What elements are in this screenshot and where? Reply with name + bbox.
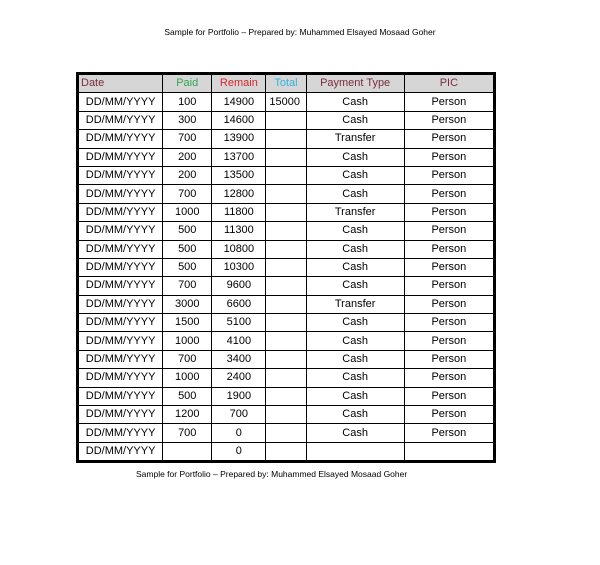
- column-header-total: Total: [266, 75, 306, 93]
- cell-payment-type: Transfer: [306, 295, 404, 313]
- cell-payment-type: Cash: [306, 111, 404, 129]
- table-body: [79, 93, 494, 461]
- cell-payment-type: Cash: [306, 406, 404, 424]
- cell-payment-type: Cash: [306, 148, 404, 166]
- table-row: [79, 258, 494, 276]
- cell-pic: Person: [404, 258, 493, 276]
- cell-paid: [163, 442, 212, 460]
- table-row: [79, 166, 494, 184]
- table-row: [79, 222, 494, 240]
- cell-payment-type: Cash: [306, 332, 404, 350]
- cell-date: DD/MM/YYYY: [79, 369, 163, 387]
- table-row: [79, 406, 494, 424]
- cell-paid: 1500: [163, 314, 212, 332]
- cell-paid: 700: [163, 424, 212, 442]
- cell-pic: Person: [404, 387, 493, 405]
- cell-paid: 700: [163, 350, 212, 368]
- cell-remain: 13700: [212, 148, 266, 166]
- cell-remain: 2400: [212, 369, 266, 387]
- cell-pic: Person: [404, 277, 493, 295]
- cell-remain: 11300: [212, 222, 266, 240]
- cell-paid: 700: [163, 277, 212, 295]
- cell-date: DD/MM/YYYY: [79, 222, 163, 240]
- cell-total: [266, 406, 306, 424]
- cell-date: DD/MM/YYYY: [79, 350, 163, 368]
- cell-pic: Person: [404, 240, 493, 258]
- cell-payment-type: Cash: [306, 258, 404, 276]
- cell-total: [266, 369, 306, 387]
- cell-date: DD/MM/YYYY: [79, 295, 163, 313]
- column-header-paid: Paid: [163, 75, 212, 93]
- page-header-caption: Sample for Portfolio – Prepared by: Muhammed Elsayed Mosaad Goher: [164, 27, 436, 37]
- cell-payment-type: Cash: [306, 314, 404, 332]
- cell-payment-type: Cash: [306, 277, 404, 295]
- cell-date: DD/MM/YYYY: [79, 111, 163, 129]
- cell-date: DD/MM/YYYY: [79, 185, 163, 203]
- cell-date: DD/MM/YYYY: [79, 203, 163, 221]
- cell-paid: 1000: [163, 332, 212, 350]
- table-row: [79, 314, 494, 332]
- cell-date: DD/MM/YYYY: [79, 406, 163, 424]
- cell-remain: 1900: [212, 387, 266, 405]
- page-footer-caption: Sample for Portfolio – Prepared by: Muhammed Elsayed Mosaad Goher: [136, 469, 408, 479]
- cell-pic: Person: [404, 350, 493, 368]
- cell-paid: 700: [163, 185, 212, 203]
- cell-pic: [404, 442, 493, 460]
- column-header-date: Date: [79, 75, 163, 93]
- cell-paid: 200: [163, 166, 212, 184]
- cell-pic: Person: [404, 93, 493, 111]
- cell-pic: Person: [404, 295, 493, 313]
- cell-remain: 5100: [212, 314, 266, 332]
- cell-pic: Person: [404, 185, 493, 203]
- cell-paid: 500: [163, 240, 212, 258]
- cell-pic: Person: [404, 130, 493, 148]
- cell-paid: 1000: [163, 369, 212, 387]
- cell-date: DD/MM/YYYY: [79, 240, 163, 258]
- cell-total: [266, 387, 306, 405]
- cell-payment-type: Cash: [306, 185, 404, 203]
- cell-date: DD/MM/YYYY: [79, 258, 163, 276]
- cell-remain: 11800: [212, 203, 266, 221]
- cell-payment-type: Cash: [306, 369, 404, 387]
- cell-payment-type: Cash: [306, 93, 404, 111]
- cell-remain: 14900: [212, 93, 266, 111]
- cell-pic: Person: [404, 166, 493, 184]
- table-row: [79, 240, 494, 258]
- table-row: [79, 130, 494, 148]
- cell-total: [266, 258, 306, 276]
- table-row: [79, 185, 494, 203]
- cell-paid: 1200: [163, 406, 212, 424]
- cell-date: DD/MM/YYYY: [79, 148, 163, 166]
- cell-date: DD/MM/YYYY: [79, 332, 163, 350]
- column-header-remain: Remain: [212, 75, 266, 93]
- cell-remain: 4100: [212, 332, 266, 350]
- cell-total: [266, 185, 306, 203]
- cell-pic: Person: [404, 369, 493, 387]
- cell-total: [266, 424, 306, 442]
- cell-total: [266, 240, 306, 258]
- table-row: [79, 387, 494, 405]
- table-row: [79, 111, 494, 129]
- cell-date: DD/MM/YYYY: [79, 442, 163, 460]
- cell-pic: Person: [404, 222, 493, 240]
- cell-total: [266, 277, 306, 295]
- cell-date: DD/MM/YYYY: [79, 166, 163, 184]
- cell-pic: Person: [404, 332, 493, 350]
- cell-payment-type: Cash: [306, 222, 404, 240]
- table-row: [79, 332, 494, 350]
- cell-payment-type: Transfer: [306, 130, 404, 148]
- cell-remain: 9600: [212, 277, 266, 295]
- cell-paid: 100: [163, 93, 212, 111]
- cell-remain: 14600: [212, 111, 266, 129]
- cell-total: [266, 350, 306, 368]
- payment-table-container: [76, 72, 496, 463]
- table-row: [79, 424, 494, 442]
- table-row: [79, 203, 494, 221]
- cell-remain: 12800: [212, 185, 266, 203]
- table-row: [79, 442, 494, 460]
- cell-date: DD/MM/YYYY: [79, 387, 163, 405]
- cell-total: [266, 130, 306, 148]
- cell-payment-type: [306, 442, 404, 460]
- table-row: [79, 93, 494, 111]
- cell-paid: 200: [163, 148, 212, 166]
- cell-pic: Person: [404, 314, 493, 332]
- cell-paid: 500: [163, 222, 212, 240]
- cell-total: [266, 314, 306, 332]
- cell-pic: Person: [404, 406, 493, 424]
- cell-total: [266, 332, 306, 350]
- column-header-pic: PIC: [404, 75, 493, 93]
- cell-total: [266, 111, 306, 129]
- cell-payment-type: Cash: [306, 424, 404, 442]
- table-row: [79, 369, 494, 387]
- cell-paid: 1000: [163, 203, 212, 221]
- cell-payment-type: Cash: [306, 166, 404, 184]
- table-row: [79, 148, 494, 166]
- cell-remain: 0: [212, 424, 266, 442]
- cell-paid: 3000: [163, 295, 212, 313]
- cell-remain: 13900: [212, 130, 266, 148]
- cell-remain: 10800: [212, 240, 266, 258]
- cell-paid: 300: [163, 111, 212, 129]
- cell-payment-type: Cash: [306, 240, 404, 258]
- cell-total: [266, 148, 306, 166]
- cell-payment-type: Transfer: [306, 203, 404, 221]
- cell-total: [266, 295, 306, 313]
- table-row: [79, 350, 494, 368]
- cell-total: [266, 166, 306, 184]
- cell-remain: 0: [212, 442, 266, 460]
- cell-remain: 13500: [212, 166, 266, 184]
- cell-remain: 3400: [212, 350, 266, 368]
- cell-paid: 700: [163, 130, 212, 148]
- column-header-payment-type: Payment Type: [306, 75, 404, 93]
- table-row: [79, 295, 494, 313]
- cell-paid: 500: [163, 387, 212, 405]
- cell-total: [266, 442, 306, 460]
- cell-total: 15000: [266, 93, 306, 111]
- cell-pic: Person: [404, 111, 493, 129]
- cell-pic: Person: [404, 203, 493, 221]
- cell-remain: 700: [212, 406, 266, 424]
- table-header-row: [79, 75, 494, 93]
- cell-remain: 6600: [212, 295, 266, 313]
- cell-date: DD/MM/YYYY: [79, 93, 163, 111]
- cell-date: DD/MM/YYYY: [79, 314, 163, 332]
- cell-total: [266, 222, 306, 240]
- cell-date: DD/MM/YYYY: [79, 424, 163, 442]
- cell-pic: Person: [404, 148, 493, 166]
- cell-paid: 500: [163, 258, 212, 276]
- cell-remain: 10300: [212, 258, 266, 276]
- cell-payment-type: Cash: [306, 387, 404, 405]
- cell-total: [266, 203, 306, 221]
- cell-pic: Person: [404, 424, 493, 442]
- payment-table: [78, 74, 494, 461]
- cell-payment-type: Cash: [306, 350, 404, 368]
- cell-date: DD/MM/YYYY: [79, 277, 163, 295]
- cell-date: DD/MM/YYYY: [79, 130, 163, 148]
- table-row: [79, 277, 494, 295]
